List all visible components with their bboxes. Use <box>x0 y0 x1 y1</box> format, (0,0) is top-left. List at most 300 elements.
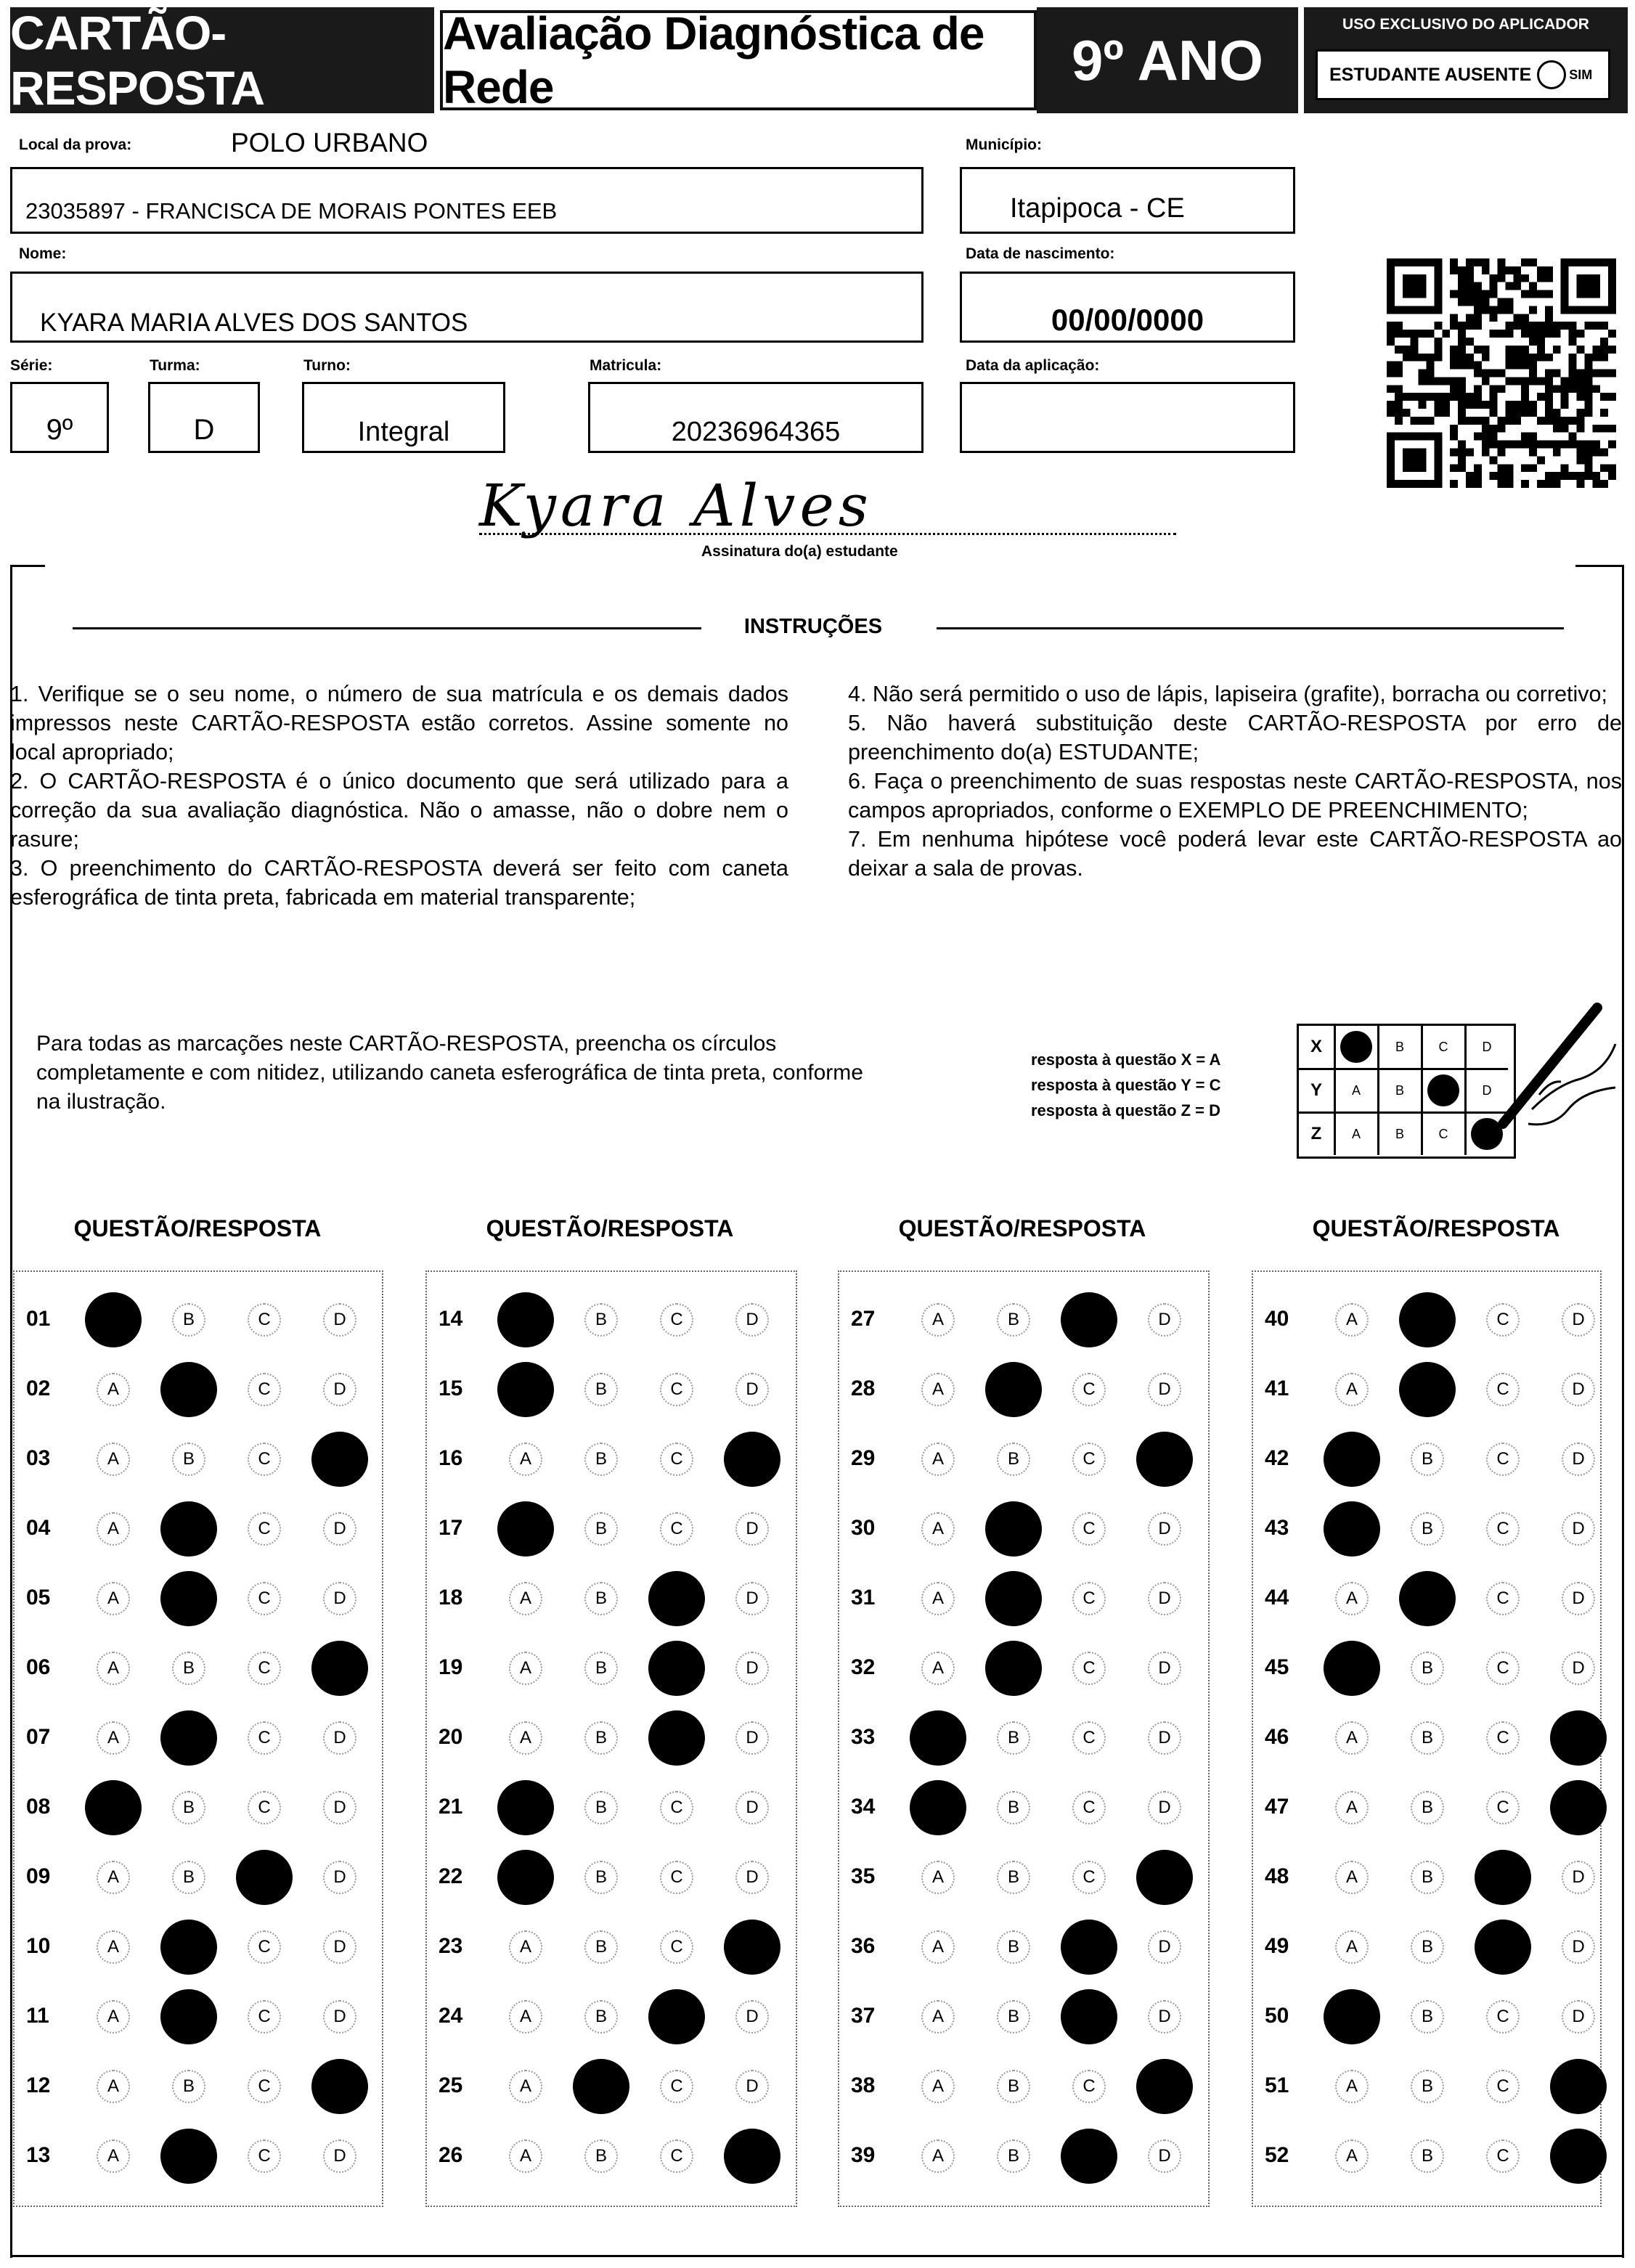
filled-bubble[interactable] <box>497 1362 554 1417</box>
answer-bubble[interactable]: A <box>1335 1930 1369 1964</box>
local-label: Local da prova: <box>19 136 132 153</box>
question-number: 01 <box>26 1307 51 1331</box>
question-number: 15 <box>439 1376 463 1400</box>
filled-bubble[interactable] <box>985 1362 1042 1417</box>
answer-bubble[interactable]: A <box>1335 1861 1369 1894</box>
filled-bubble[interactable] <box>1550 2059 1607 2114</box>
example-line-y: resposta à questão Y = C <box>1031 1076 1221 1094</box>
example-row-label: X <box>1299 1026 1336 1070</box>
answer-bubble[interactable]: B <box>172 1791 205 1824</box>
example-option: B <box>1379 1069 1423 1114</box>
answer-bubble[interactable]: A <box>509 2000 542 2034</box>
frame-bottom <box>10 2255 1624 2257</box>
instruction-2: 2. O CARTÃO-RESPOSTA é o único documento que será utilizado para a correção da sua avaliação diagnóstica. Não o amasse, não o dobre nem o rasure; <box>10 769 788 852</box>
turma-value: D <box>193 414 215 446</box>
example-option: B <box>1379 1026 1423 1070</box>
filled-bubble[interactable] <box>1399 1292 1456 1347</box>
filled-bubble[interactable] <box>497 1850 554 1905</box>
answer-bubble[interactable]: B <box>1411 1930 1444 1964</box>
pen-hand-icon <box>1488 1000 1619 1146</box>
answer-bubble[interactable]: D <box>735 1791 769 1824</box>
answer-bubble[interactable]: C <box>1486 1791 1520 1824</box>
answer-bubble[interactable]: D <box>323 1791 356 1824</box>
filled-bubble[interactable] <box>1399 1571 1456 1626</box>
answer-bubble[interactable]: A <box>97 1373 130 1406</box>
answer-bubble[interactable]: A <box>97 1652 130 1685</box>
answer-bubble[interactable]: C <box>660 1791 693 1824</box>
answer-bubble[interactable]: D <box>1148 1303 1181 1337</box>
answer-bubble[interactable]: C <box>248 1721 281 1755</box>
question-number: 51 <box>1265 2073 1289 2097</box>
answer-bubble[interactable]: A <box>509 1721 542 1755</box>
turma-label: Turma: <box>150 357 200 374</box>
answer-bubble[interactable]: A <box>921 2070 955 2103</box>
answer-bubble[interactable]: C <box>1072 1373 1106 1406</box>
answer-bubble[interactable]: C <box>1486 2139 1520 2173</box>
example-filled-bubble <box>1340 1031 1372 1063</box>
answer-bubble[interactable]: A <box>97 1930 130 1964</box>
answer-bubble[interactable]: A <box>1335 1791 1369 1824</box>
answer-bubble[interactable]: A <box>97 1582 130 1615</box>
example-option: C <box>1422 1113 1467 1155</box>
answer-bubble[interactable]: B <box>172 2070 205 2103</box>
answer-bubble[interactable]: D <box>323 1721 356 1755</box>
answer-bubble[interactable]: C <box>248 1930 281 1964</box>
answer-bubble[interactable]: D <box>1562 1930 1595 1964</box>
question-number: 32 <box>851 1655 876 1679</box>
instructions-right <box>848 680 1622 883</box>
filled-bubble[interactable] <box>1399 1362 1456 1417</box>
answer-bubble[interactable]: C <box>1486 1373 1520 1406</box>
answer-bubble[interactable]: D <box>1562 1861 1595 1894</box>
question-number: 26 <box>439 2143 463 2167</box>
filled-bubble[interactable] <box>910 1710 966 1766</box>
answer-bubble[interactable]: C <box>1486 1582 1520 1615</box>
answer-bubble[interactable]: A <box>921 2000 955 2034</box>
answer-bubble[interactable]: C <box>1486 2070 1520 2103</box>
answer-bubble[interactable]: C <box>1486 2000 1520 2034</box>
answer-bubble[interactable]: A <box>509 1582 542 1615</box>
filled-bubble[interactable] <box>160 2129 217 2184</box>
answer-bubble[interactable]: C <box>660 2070 693 2103</box>
answer-bubble[interactable]: A <box>921 1582 955 1615</box>
filled-bubble[interactable] <box>1136 1850 1193 1905</box>
filled-bubble[interactable] <box>1324 1432 1380 1487</box>
answer-bubble[interactable]: D <box>1148 1512 1181 1546</box>
question-number: 25 <box>439 2073 463 2097</box>
answer-bubble[interactable]: D <box>1148 1930 1181 1964</box>
question-number: 10 <box>26 1934 51 1958</box>
filled-bubble[interactable] <box>1550 1780 1607 1835</box>
filled-bubble[interactable] <box>1061 1989 1117 2044</box>
question-number: 50 <box>1265 2004 1289 2028</box>
filled-bubble[interactable] <box>1324 1989 1380 2044</box>
answer-bubble[interactable]: D <box>1148 1652 1181 1685</box>
answer-bubble[interactable]: B <box>997 1861 1030 1894</box>
filled-bubble[interactable] <box>1475 1920 1531 1975</box>
filled-bubble[interactable] <box>910 1780 966 1835</box>
answer-bubble[interactable]: B <box>584 1582 618 1615</box>
example-legend <box>1031 1047 1220 1123</box>
filled-bubble[interactable] <box>1324 1501 1380 1557</box>
answer-bubble[interactable]: C <box>660 2139 693 2173</box>
filled-bubble[interactable] <box>648 1641 705 1696</box>
answer-bubble[interactable]: B <box>584 1373 618 1406</box>
answer-bubble[interactable]: A <box>97 1512 130 1546</box>
nascimento-label: Data de nascimento: <box>966 245 1115 262</box>
answer-bubble[interactable]: C <box>1072 1582 1106 1615</box>
signature: Kyara Alves <box>479 472 873 539</box>
answer-bubble[interactable]: B <box>584 1443 618 1476</box>
example-option: D <box>1466 1069 1508 1114</box>
answer-bubble[interactable]: B <box>997 1930 1030 1964</box>
matricula-label: Matricula: <box>590 357 662 374</box>
answer-bubble[interactable]: D <box>735 1303 769 1337</box>
answer-bubble[interactable]: A <box>509 1930 542 1964</box>
example-mark <box>1422 1069 1467 1114</box>
question-number: 21 <box>439 1795 463 1819</box>
filled-bubble[interactable] <box>497 1501 554 1557</box>
answer-bubble[interactable]: D <box>735 2000 769 2034</box>
answer-bubble[interactable]: A <box>509 1443 542 1476</box>
answer-bubble[interactable]: D <box>1562 1512 1595 1546</box>
filled-bubble[interactable] <box>724 1432 780 1487</box>
absent-field <box>1316 49 1610 100</box>
answer-bubble[interactable]: A <box>97 2000 130 2034</box>
answer-bubble[interactable]: D <box>323 2139 356 2173</box>
answer-bubble[interactable]: D <box>1148 2000 1181 2034</box>
answer-bubble[interactable]: A <box>921 1512 955 1546</box>
answer-bubble[interactable]: D <box>735 1373 769 1406</box>
answer-bubble[interactable]: A <box>921 1443 955 1476</box>
answer-bubble[interactable]: A <box>509 1652 542 1685</box>
filled-bubble[interactable] <box>311 1432 368 1487</box>
answer-bubble[interactable]: B <box>584 1861 618 1894</box>
answer-bubble[interactable]: B <box>172 1443 205 1476</box>
question-number: 22 <box>439 1864 463 1888</box>
filled-bubble[interactable] <box>1061 1292 1117 1347</box>
answer-bubble[interactable]: B <box>584 1652 618 1685</box>
answer-bubble[interactable]: A <box>921 1373 955 1406</box>
answer-bubble[interactable]: D <box>1562 2000 1595 2034</box>
answer-bubble[interactable]: B <box>584 2139 618 2173</box>
answer-bubble[interactable]: B <box>1411 1791 1444 1824</box>
answer-bubble[interactable]: B <box>997 1791 1030 1824</box>
answer-bubble[interactable]: C <box>248 1373 281 1406</box>
answer-bubble[interactable]: D <box>735 1582 769 1615</box>
answer-bubble[interactable]: B <box>1411 1721 1444 1755</box>
example-row-label: Z <box>1299 1113 1336 1155</box>
answer-bubble[interactable]: C <box>660 1373 693 1406</box>
local-value: POLO URBANO <box>231 128 428 158</box>
answer-bubble[interactable]: C <box>1072 1721 1106 1755</box>
answer-bubble[interactable]: A <box>921 1861 955 1894</box>
turno-value: Integral <box>357 417 450 447</box>
answer-bubble[interactable]: C <box>1486 1303 1520 1337</box>
answer-bubble[interactable]: C <box>660 1930 693 1964</box>
question-number: 06 <box>26 1655 51 1679</box>
answer-bubble[interactable]: D <box>1148 1373 1181 1406</box>
answer-bubble[interactable]: C <box>1486 1512 1520 1546</box>
question-number: 48 <box>1265 1864 1289 1888</box>
answer-bubble[interactable]: C <box>248 1791 281 1824</box>
answer-bubble[interactable]: D <box>323 1861 356 1894</box>
answer-bubble[interactable]: C <box>660 1512 693 1546</box>
column-header: QUESTÃO/RESPOSTA <box>486 1215 734 1241</box>
answer-bubble[interactable]: B <box>584 2000 618 2034</box>
signature-caption: Assinatura do(a) estudante <box>701 543 898 560</box>
answer-bubble[interactable]: B <box>584 1512 618 1546</box>
question-number: 36 <box>851 1934 876 1958</box>
nome-label: Nome: <box>19 245 67 262</box>
question-number: 09 <box>26 1864 51 1888</box>
answer-bubble[interactable]: B <box>172 1652 205 1685</box>
answer-bubble[interactable]: B <box>172 1303 205 1337</box>
question-number: 38 <box>851 2073 876 2097</box>
filled-bubble[interactable] <box>1136 2059 1193 2114</box>
municipio-value: Itapipoca - CE <box>1010 193 1185 224</box>
question-number: 17 <box>439 1516 463 1540</box>
instruction-6: 6. Faça o preenchimento de suas respostas neste CARTÃO-RESPOSTA, nos campos apropriados, conforme o EXEMPLO DE PREENCHIMENTO; <box>848 769 1622 823</box>
answer-bubble[interactable]: D <box>323 1512 356 1546</box>
example-grid <box>1297 1024 1516 1159</box>
filled-bubble[interactable] <box>724 2129 780 2184</box>
answer-bubble[interactable]: D <box>1562 1582 1595 1615</box>
filled-bubble[interactable] <box>1324 1641 1380 1696</box>
question-number: 24 <box>439 2004 463 2028</box>
answer-bubble[interactable]: A <box>1335 2139 1369 2173</box>
answer-bubble[interactable]: B <box>1411 2000 1444 2034</box>
answer-bubble[interactable]: D <box>323 1930 356 1964</box>
answer-bubble[interactable]: B <box>584 1303 618 1337</box>
applicator-box <box>1304 7 1628 113</box>
answer-bubble[interactable]: C <box>248 1303 281 1337</box>
question-number: 28 <box>851 1376 876 1400</box>
answer-bubble[interactable]: B <box>997 1303 1030 1337</box>
nascimento-field <box>960 272 1295 343</box>
answer-bubble[interactable]: A <box>1335 1373 1369 1406</box>
answer-bubble[interactable]: C <box>660 1443 693 1476</box>
answer-bubble[interactable]: C <box>1072 2070 1106 2103</box>
answer-bubble[interactable]: D <box>735 1652 769 1685</box>
answer-bubble[interactable]: A <box>921 1930 955 1964</box>
example-row-label: Y <box>1299 1069 1336 1114</box>
school-value: 23035897 - FRANCISCA DE MORAIS PONTES EEB <box>25 198 558 224</box>
question-number: 35 <box>851 1864 876 1888</box>
filled-bubble[interactable] <box>160 1362 217 1417</box>
serie-value: 9º <box>46 414 73 446</box>
answer-bubble[interactable]: B <box>584 1721 618 1755</box>
turno-field <box>302 382 505 453</box>
answer-bubble[interactable]: B <box>997 1721 1030 1755</box>
answer-bubble[interactable]: A <box>97 1861 130 1894</box>
filled-bubble[interactable] <box>85 1292 142 1347</box>
answer-bubble[interactable]: B <box>997 1443 1030 1476</box>
filled-bubble[interactable] <box>160 1501 217 1557</box>
filled-bubble[interactable] <box>1550 2129 1607 2184</box>
absent-label: ESTUDANTE AUSENTE <box>1329 64 1532 85</box>
answer-bubble[interactable]: C <box>1072 1443 1106 1476</box>
filled-bubble[interactable] <box>1136 1432 1193 1487</box>
answer-bubble[interactable]: D <box>323 1582 356 1615</box>
filled-bubble[interactable] <box>1550 1710 1607 1766</box>
instruction-5: 5. Não haverá substituição deste CARTÃO-RESPOSTA por erro de preenchimento do(a) ESTUDANTE; <box>848 711 1622 764</box>
filled-bubble[interactable] <box>160 1920 217 1975</box>
answer-bubble[interactable]: B <box>1411 1652 1444 1685</box>
filled-bubble[interactable] <box>1061 1920 1117 1975</box>
question-number: 14 <box>439 1307 463 1331</box>
answer-bubble[interactable]: C <box>248 2139 281 2173</box>
filled-bubble[interactable] <box>648 1710 705 1766</box>
answer-bubble[interactable]: D <box>1148 1791 1181 1824</box>
nome-field <box>10 272 923 343</box>
example-option: D <box>1466 1026 1508 1070</box>
answer-bubble[interactable]: C <box>1486 1652 1520 1685</box>
aplicacao-field <box>960 382 1295 453</box>
filled-bubble[interactable] <box>311 1641 368 1696</box>
example-mark <box>1335 1026 1379 1070</box>
answer-bubble[interactable]: A <box>97 2070 130 2103</box>
answer-bubble[interactable]: A <box>1335 1303 1369 1337</box>
filled-bubble[interactable] <box>648 1571 705 1626</box>
question-number: 33 <box>851 1725 876 1749</box>
question-number: 37 <box>851 2004 876 2028</box>
answer-bubble[interactable]: A <box>97 2139 130 2173</box>
filled-bubble[interactable] <box>648 1989 705 2044</box>
instruction-1: 1. Verifique se o seu nome, o número de sua matrícula e os demais dados impressos neste CARTÃO-RESPOSTA estão corretos. Assine somente no local apropriado; <box>10 682 788 764</box>
answer-bubble[interactable]: A <box>1335 1721 1369 1755</box>
answer-bubble[interactable]: C <box>248 1652 281 1685</box>
answer-bubble[interactable]: C <box>248 2070 281 2103</box>
filled-bubble[interactable] <box>311 2059 368 2114</box>
question-number: 08 <box>26 1795 51 1819</box>
filled-bubble[interactable] <box>85 1780 142 1835</box>
answer-bubble[interactable]: A <box>509 2139 542 2173</box>
column-header: QUESTÃO/RESPOSTA <box>1312 1215 1560 1241</box>
applicator-title: USO EXCLUSIVO DO APLICADOR <box>1342 16 1589 33</box>
answer-bubble[interactable]: D <box>1562 1443 1595 1476</box>
answer-bubble[interactable]: A <box>921 1303 955 1337</box>
question-number: 02 <box>26 1376 51 1400</box>
filled-bubble[interactable] <box>160 1710 217 1766</box>
qr-code <box>1387 254 1616 492</box>
answer-bubble[interactable]: D <box>1148 1721 1181 1755</box>
answer-bubble[interactable]: A <box>921 2139 955 2173</box>
answer-bubble[interactable]: A <box>97 1721 130 1755</box>
answer-bubble[interactable]: D <box>1562 1652 1595 1685</box>
question-number: 20 <box>439 1725 463 1749</box>
answer-bubble[interactable]: C <box>248 1512 281 1546</box>
answer-bubble[interactable]: C <box>248 1582 281 1615</box>
answer-bubble[interactable]: C <box>1486 1443 1520 1476</box>
frame-right <box>1622 565 1624 2258</box>
answer-bubble[interactable]: D <box>1562 1373 1595 1406</box>
question-number: 11 <box>26 2004 49 2028</box>
question-number: 47 <box>1265 1795 1289 1819</box>
answer-bubble[interactable]: B <box>997 2000 1030 2034</box>
answer-bubble[interactable]: A <box>1335 2070 1369 2103</box>
answer-bubble[interactable]: B <box>1411 1512 1444 1546</box>
answer-bubble[interactable]: B <box>584 1930 618 1964</box>
answer-bubble[interactable]: C <box>1486 1721 1520 1755</box>
answer-bubble[interactable]: B <box>997 2070 1030 2103</box>
answer-bubble[interactable]: C <box>660 1303 693 1337</box>
example-option: A <box>1335 1113 1379 1155</box>
question-number: 45 <box>1265 1655 1289 1679</box>
question-number: 52 <box>1265 2143 1289 2167</box>
filled-bubble[interactable] <box>1061 2129 1117 2184</box>
filled-bubble[interactable] <box>497 1780 554 1835</box>
question-number: 46 <box>1265 1725 1289 1749</box>
answer-bubble[interactable]: D <box>735 2070 769 2103</box>
school-field <box>10 167 923 234</box>
question-number: 16 <box>439 1446 463 1470</box>
answer-bubble[interactable]: D <box>323 2000 356 2034</box>
answer-bubble[interactable]: B <box>1411 2070 1444 2103</box>
answer-bubble[interactable]: C <box>248 2000 281 2034</box>
answer-bubble[interactable]: C <box>1072 1652 1106 1685</box>
answer-bubble[interactable]: B <box>172 1861 205 1894</box>
turno-label: Turno: <box>303 357 351 374</box>
filled-bubble[interactable] <box>160 1571 217 1626</box>
filled-bubble[interactable] <box>497 1292 554 1347</box>
question-number: 04 <box>26 1516 51 1540</box>
filled-bubble[interactable] <box>236 1850 293 1905</box>
question-number: 44 <box>1265 1586 1289 1610</box>
filled-bubble[interactable] <box>573 2059 629 2114</box>
answer-bubble[interactable]: B <box>1411 1443 1444 1476</box>
answer-bubble[interactable]: C <box>1072 1861 1106 1894</box>
answer-bubble[interactable]: B <box>584 1791 618 1824</box>
column-header: QUESTÃO/RESPOSTA <box>73 1215 322 1241</box>
answer-bubble[interactable]: C <box>248 1443 281 1476</box>
filled-bubble[interactable] <box>160 1989 217 2044</box>
answer-bubble[interactable]: B <box>997 2139 1030 2173</box>
answer-bubble[interactable]: C <box>1072 1791 1106 1824</box>
instruction-4: 4. Não será permitido o uso de lápis, lapiseira (grafite), borracha ou corretivo; <box>848 682 1607 706</box>
municipio-label: Município: <box>966 136 1042 153</box>
column-header: QUESTÃO/RESPOSTA <box>898 1215 1146 1241</box>
example-option: C <box>1422 1026 1467 1070</box>
question-number: 05 <box>26 1586 51 1610</box>
answer-bubble[interactable]: D <box>323 1303 356 1337</box>
answer-bubble[interactable]: D <box>1562 1303 1595 1337</box>
answer-bubble[interactable]: A <box>509 2070 542 2103</box>
filled-bubble[interactable] <box>724 1920 780 1975</box>
question-number: 41 <box>1265 1376 1289 1400</box>
answer-bubble[interactable]: A <box>1335 1582 1369 1615</box>
instructions-left <box>10 680 788 912</box>
answer-bubble[interactable]: A <box>97 1443 130 1476</box>
answer-bubble[interactable]: C <box>660 1861 693 1894</box>
filled-bubble[interactable] <box>985 1501 1042 1557</box>
answer-bubble[interactable]: D <box>1148 2139 1181 2173</box>
answer-bubble[interactable]: C <box>1072 1512 1106 1546</box>
question-number: 13 <box>26 2143 51 2167</box>
answer-bubble[interactable]: D <box>1148 1582 1181 1615</box>
filled-bubble[interactable] <box>985 1641 1042 1696</box>
answer-bubble[interactable]: D <box>323 1373 356 1406</box>
answer-bubble[interactable]: B <box>1411 1861 1444 1894</box>
answer-bubble[interactable]: D <box>735 1861 769 1894</box>
answer-bubble[interactable]: D <box>735 1512 769 1546</box>
filled-bubble[interactable] <box>1475 1850 1531 1905</box>
filled-bubble[interactable] <box>985 1571 1042 1626</box>
answer-bubble[interactable]: A <box>921 1652 955 1685</box>
answer-bubble[interactable]: D <box>735 1721 769 1755</box>
answer-bubble[interactable]: B <box>1411 2139 1444 2173</box>
absent-checkbox[interactable] <box>1537 60 1566 89</box>
